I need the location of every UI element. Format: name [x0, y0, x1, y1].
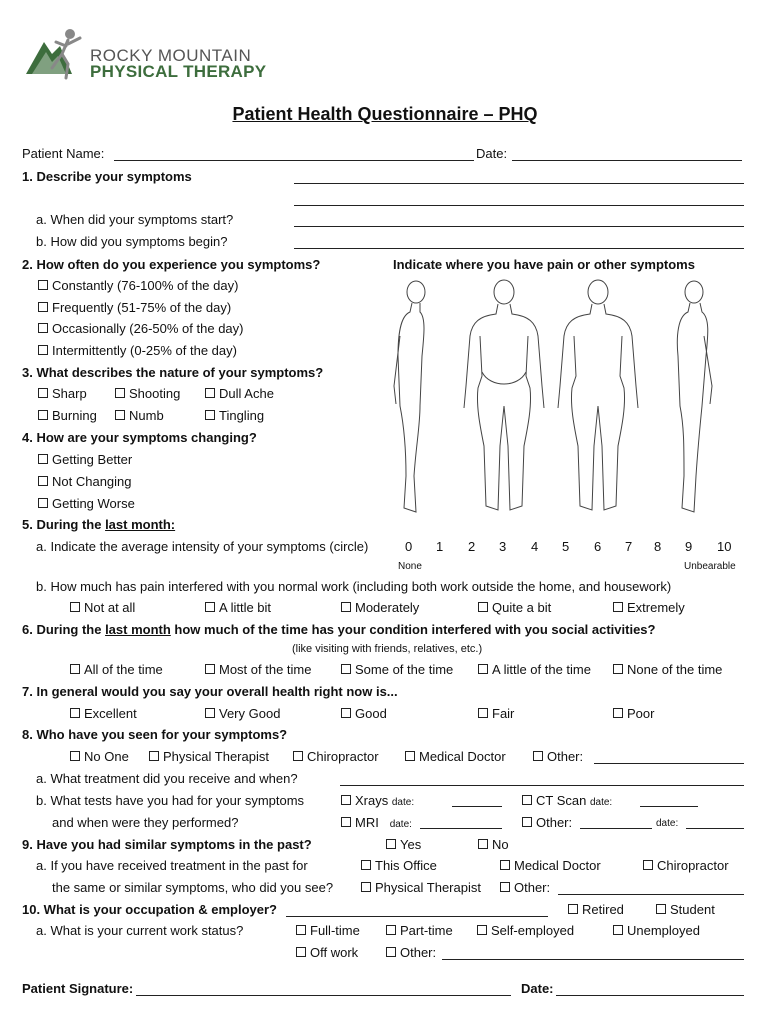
checkbox[interactable]	[70, 751, 80, 761]
q7-label: 7. In general would you say your overall health right now is...	[22, 684, 398, 699]
q2-option[interactable]: Intermittently (0-25% of the day)	[38, 343, 237, 358]
q8-option[interactable]: Medical Doctor	[405, 749, 506, 764]
q3-option[interactable]: Numb	[115, 408, 164, 423]
q8-other-field[interactable]	[594, 763, 744, 764]
checkbox[interactable]	[386, 947, 396, 957]
q8a-label: a. What treatment did you receive and when?	[36, 771, 298, 786]
checkbox[interactable]	[38, 410, 48, 420]
scale-6[interactable]: 6	[594, 539, 602, 554]
checkbox[interactable]	[70, 708, 80, 718]
checkbox[interactable]	[341, 664, 351, 674]
mri-date-field[interactable]	[420, 828, 502, 829]
body-figure-back	[464, 280, 544, 510]
checkbox[interactable]	[568, 904, 578, 914]
checkbox[interactable]	[522, 795, 532, 805]
q8-option[interactable]: Physical Therapist	[149, 749, 269, 764]
q8-option[interactable]: No One	[70, 749, 129, 764]
checkbox[interactable]	[478, 839, 488, 849]
work-option[interactable]: Part-time	[386, 923, 453, 938]
xrays-date-field[interactable]	[452, 806, 502, 807]
checkbox[interactable]	[405, 751, 415, 761]
body-chart[interactable]	[380, 276, 750, 520]
q4-option[interactable]: Getting Worse	[38, 496, 135, 511]
q8-option[interactable]: Chiropractor	[293, 749, 379, 764]
checkbox[interactable]	[478, 602, 488, 612]
checkbox[interactable]	[293, 751, 303, 761]
checkbox[interactable]	[478, 708, 488, 718]
q10-field[interactable]	[286, 916, 548, 917]
q2-option[interactable]: Frequently (51-75% of the day)	[38, 300, 231, 315]
checkbox[interactable]	[296, 947, 306, 957]
signature-date-field[interactable]	[556, 995, 744, 996]
q9-label: 9. Have you had similar symptoms in the past?	[22, 837, 312, 852]
q9-option[interactable]: Physical Therapist	[361, 880, 481, 895]
q3-option[interactable]: Dull Ache	[205, 386, 274, 401]
scale-none-label: None	[398, 561, 422, 572]
q1-field-1[interactable]	[294, 183, 744, 184]
q6-option[interactable]: All of the time	[70, 662, 163, 677]
checkbox[interactable]	[38, 302, 48, 312]
patient-name-field[interactable]	[114, 160, 474, 161]
q7-option[interactable]: Good	[341, 706, 387, 721]
q5a-label: a. Indicate the average intensity of your symptoms (circle)	[36, 539, 369, 554]
work-option[interactable]: Self-employed	[477, 923, 574, 938]
checkbox[interactable]	[341, 602, 351, 612]
q1-field-2[interactable]	[294, 205, 744, 206]
checkbox[interactable]	[613, 602, 623, 612]
patient-name-label: Patient Name:	[22, 146, 105, 161]
checkbox[interactable]	[500, 860, 510, 870]
q9a-label2: the same or similar symptoms, who did you see?	[52, 880, 334, 895]
q5b-option[interactable]: Not at all	[70, 600, 135, 615]
q9-option[interactable]: Chiropractor	[643, 858, 729, 873]
checkbox[interactable]	[205, 410, 215, 420]
q10a-label: a. What is your current work status?	[36, 923, 244, 938]
checkbox[interactable]	[115, 388, 125, 398]
work-option[interactable]: Other:	[386, 945, 436, 960]
scale-7[interactable]: 7	[625, 539, 633, 554]
checkbox[interactable]	[613, 708, 623, 718]
checkbox[interactable]	[500, 882, 510, 892]
q6-note: (like visiting with friends, relatives, etc.)	[292, 643, 483, 655]
date-field[interactable]	[512, 160, 742, 161]
q9-other-field[interactable]	[558, 894, 744, 895]
q6-label: 6. During the last month how much of the time has your condition interfered with you social activities?	[22, 622, 656, 637]
test-other[interactable]: Other:	[522, 815, 572, 830]
q1b-label: b. How did you symptoms begin?	[36, 234, 228, 249]
checkbox[interactable]	[361, 860, 371, 870]
q1a-field[interactable]	[294, 226, 744, 227]
test-mri[interactable]: MRI date:	[341, 815, 412, 830]
body-figure-side-right	[677, 281, 712, 512]
checkbox[interactable]	[341, 795, 351, 805]
q8b-label1: b. What tests have you had for your symptoms	[36, 793, 305, 808]
q9-yes[interactable]: Yes	[386, 837, 421, 852]
test-other-date-field[interactable]	[686, 828, 744, 829]
scale-2[interactable]: 2	[468, 539, 476, 554]
checkbox[interactable]	[38, 454, 48, 464]
q8a-field[interactable]	[340, 785, 744, 786]
checkbox[interactable]	[522, 817, 532, 827]
q5b-label: b. How much has pain interfered with you normal work (including both work outside the home, and housework)	[36, 579, 672, 594]
ct-date-field[interactable]	[640, 806, 698, 807]
q5-label: 5. During the last month:	[22, 517, 176, 532]
q4-option[interactable]: Getting Better	[38, 452, 132, 467]
checkbox[interactable]	[341, 817, 351, 827]
checkbox[interactable]	[613, 925, 623, 935]
body-chart-label: Indicate where you have pain or other symptoms	[393, 257, 695, 272]
q8-option[interactable]: Other:	[533, 749, 583, 764]
test-other-field[interactable]	[580, 828, 652, 829]
body-figure-side-left	[394, 281, 425, 512]
checkbox[interactable]	[38, 280, 48, 290]
q1b-field[interactable]	[294, 248, 744, 249]
q3-option[interactable]: Sharp	[38, 386, 87, 401]
test-xrays[interactable]: Xrays date:	[341, 793, 414, 808]
checkbox[interactable]	[613, 664, 623, 674]
checkbox[interactable]	[361, 882, 371, 892]
body-figure-front	[558, 280, 638, 510]
signature-label: Patient Signature:	[22, 981, 134, 996]
scale-1[interactable]: 1	[436, 539, 444, 554]
work-option[interactable]: Off work	[296, 945, 358, 960]
q7-option[interactable]: Very Good	[205, 706, 280, 721]
q1a-label: a. When did your symptoms start?	[36, 212, 234, 227]
checkbox[interactable]	[477, 925, 487, 935]
checkbox[interactable]	[296, 925, 306, 935]
q9-option[interactable]: Medical Doctor	[500, 858, 601, 873]
q7-option[interactable]: Excellent	[70, 706, 137, 721]
q10-retired[interactable]: Retired	[568, 902, 624, 917]
scale-0[interactable]: 0	[405, 539, 413, 554]
checkbox[interactable]	[70, 602, 80, 612]
checkbox[interactable]	[386, 925, 396, 935]
scale-8[interactable]: 8	[654, 539, 662, 554]
checkbox[interactable]	[70, 664, 80, 674]
test-other-date-label: date:	[656, 818, 679, 829]
checkbox[interactable]	[38, 498, 48, 508]
scale-5[interactable]: 5	[562, 539, 570, 554]
work-other-field[interactable]	[442, 959, 744, 960]
q8-label: 8. Who have you seen for your symptoms?	[22, 727, 288, 742]
signature-date-label: Date:	[521, 981, 554, 996]
checkbox[interactable]	[533, 751, 543, 761]
q2-label: 2. How often do you experience you symptoms?	[22, 257, 321, 272]
q2-option[interactable]: Constantly (76-100% of the day)	[38, 278, 238, 293]
checkbox[interactable]	[38, 323, 48, 333]
q3-option[interactable]: Tingling	[205, 408, 264, 423]
q6-option[interactable]: None of the time	[613, 662, 722, 677]
q9-option[interactable]: Other:	[500, 880, 550, 895]
scale-unbearable-label: Unbearable	[684, 561, 736, 572]
q8b-label2: and when were they performed?	[52, 815, 239, 830]
checkbox[interactable]	[149, 751, 159, 761]
q6-option[interactable]: Most of the time	[205, 662, 311, 677]
scale-4[interactable]: 4	[531, 539, 539, 554]
logo-mark-icon	[22, 24, 86, 84]
work-option[interactable]: Full-time	[296, 923, 360, 938]
logo-line1: ROCKY MOUNTAIN	[90, 46, 252, 65]
checkbox[interactable]	[38, 476, 48, 486]
q3-label: 3. What describes the nature of your symptoms?	[22, 365, 324, 380]
q9a-label1: a. If you have received treatment in the past for	[36, 858, 308, 873]
test-ct-scan[interactable]: CT Scan date:	[522, 793, 612, 808]
q2-option[interactable]: Occasionally (26-50% of the day)	[38, 321, 243, 336]
q5b-option[interactable]: A little bit	[205, 600, 271, 615]
checkbox[interactable]	[341, 708, 351, 718]
checkbox[interactable]	[38, 345, 48, 355]
checkbox[interactable]	[656, 904, 666, 914]
q5b-option[interactable]: Quite a bit	[478, 600, 551, 615]
signature-field[interactable]	[136, 995, 511, 996]
q10-student[interactable]: Student	[656, 902, 715, 917]
q1-label: 1. Describe your symptoms	[22, 169, 192, 184]
checkbox[interactable]	[643, 860, 653, 870]
checkbox[interactable]	[478, 664, 488, 674]
q4-option[interactable]: Not Changing	[38, 474, 132, 489]
q4-label: 4. How are your symptoms changing?	[22, 430, 257, 445]
q7-option[interactable]: Fair	[478, 706, 514, 721]
page-title: Patient Health Questionnaire – PHQ	[232, 104, 538, 124]
q9-option[interactable]: This Office	[361, 858, 437, 873]
date-label: Date:	[476, 146, 508, 161]
q3-option[interactable]: Shooting	[115, 386, 180, 401]
checkbox[interactable]	[205, 388, 215, 398]
work-option[interactable]: Unemployed	[613, 923, 700, 938]
scale-3[interactable]: 3	[499, 539, 507, 554]
checkbox[interactable]	[205, 708, 215, 718]
q7-option[interactable]: Poor	[613, 706, 654, 721]
checkbox[interactable]	[115, 410, 125, 420]
q10-label: 10. What is your occupation & employer?	[22, 902, 277, 917]
checkbox[interactable]	[205, 664, 215, 674]
checkbox[interactable]	[386, 839, 396, 849]
scale-9[interactable]: 9	[685, 539, 693, 554]
checkbox[interactable]	[38, 388, 48, 398]
q9-no[interactable]: No	[478, 837, 509, 852]
q6-option[interactable]: Some of the time	[341, 662, 453, 677]
q5b-option[interactable]: Moderately	[341, 600, 419, 615]
scale-10[interactable]: 10	[717, 539, 732, 554]
logo-line2: PHYSICAL THERAPY	[90, 62, 267, 81]
q3-option[interactable]: Burning	[38, 408, 97, 423]
q5b-option[interactable]: Extremely	[613, 600, 685, 615]
checkbox[interactable]	[205, 602, 215, 612]
q6-option[interactable]: A little of the time	[478, 662, 591, 677]
